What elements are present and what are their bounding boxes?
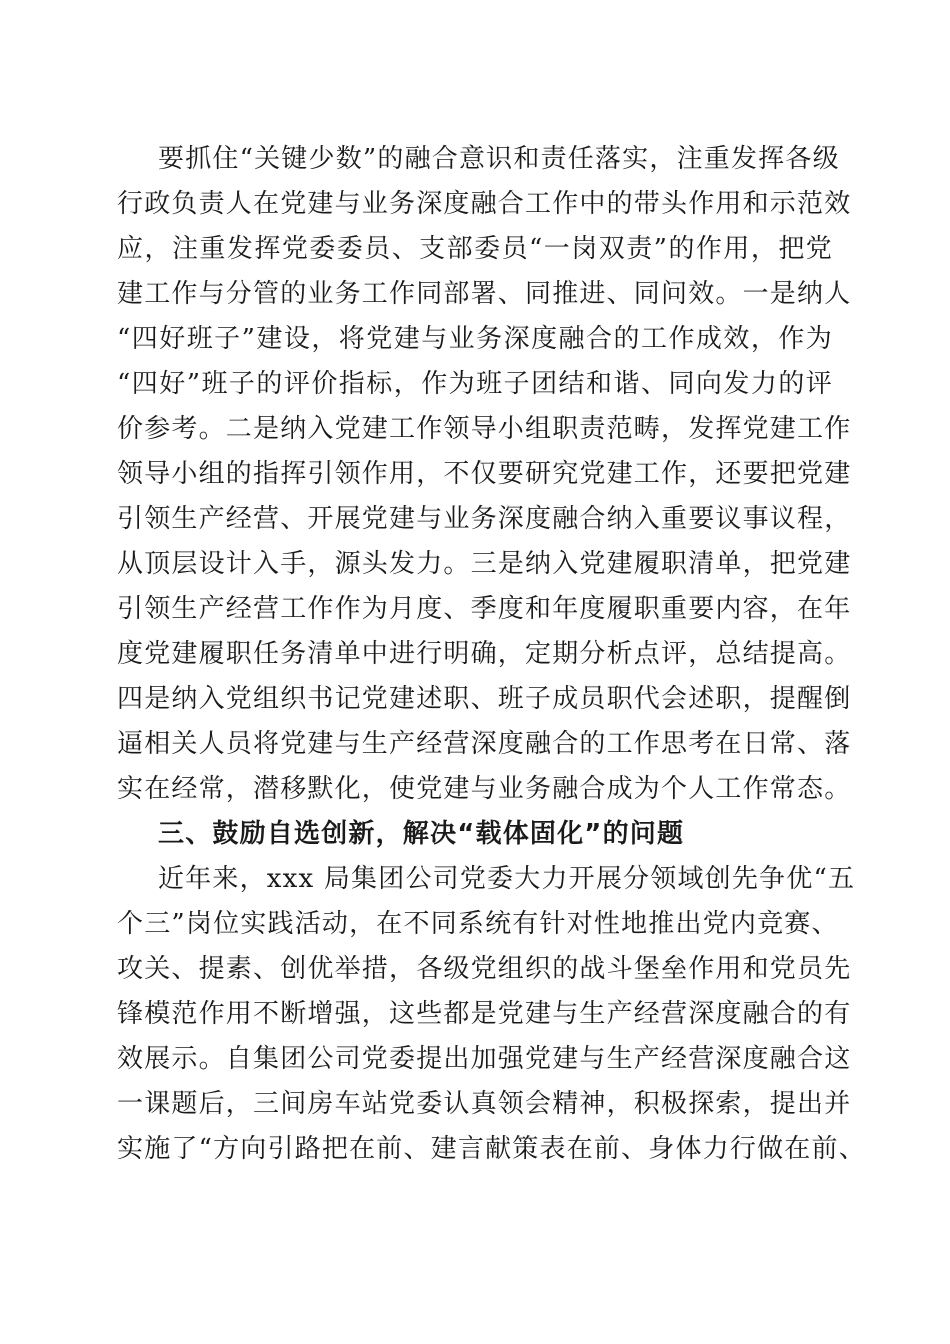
section-heading: 三、鼓励自选创新，解决“载体固化”的问题 [158,819,685,849]
paragraph-line: 引领生产经营、开展党建与业务深度融合纳入重要议事议程， [117,504,852,534]
paragraph-line: 价参考。二是纳入党建工作领导小组职责范畴，发挥党建工作 [117,414,852,444]
paragraph-line: “四好”班子的评价指标，作为班子团结和谐、同向发力的评 [117,369,833,399]
paragraph-line: 应，注重发挥党委委员、支部委员“一岗双责”的作用，把党 [117,234,833,264]
paragraph-line: 领导小组的指挥引领作用，不仅要研究党建工作，还要把党建 [117,459,852,489]
paragraph-line: “四好班子”建设，将党建与业务深度融合的工作成效，作为 [117,324,833,354]
paragraph-line: 行政负责人在党建与业务深度融合工作中的带头作用和示范效 [117,189,852,219]
paragraph-line: 锋模范作用不断增强，这些都是党建与生产经营深度融合的有 [117,999,852,1029]
paragraph-line: 攻关、提素、创优举措，各级党组织的战斗堡垒作用和党员先 [117,954,852,984]
paragraph-line: 要抓住“关键少数”的融合意识和责任落实，注重发挥各级 [158,144,840,174]
paragraph-line: 度党建履职任务清单中进行明确，定期分析点评，总结提高。 [117,639,852,669]
paragraph-line: 个三”岗位实践活动，在不同系统有针对性地推出党内竞赛、 [117,909,839,939]
paragraph-line: 从顶层设计入手，源头发力。三是纳入党建履职清单，把党建 [117,549,852,579]
paragraph-line: 四是纳入党组织书记党建述职、班子成员职代会述职，提醒倒 [117,684,852,714]
paragraph-line: 效展示。自集团公司党委提出加强党建与生产经营深度融合这 [117,1044,852,1074]
paragraph-line: 逼相关人员将党建与生产经营深度融合的工作思考在日常、落 [117,729,852,759]
paragraph-line: 建工作与分管的业务工作同部署、同推进、同问效。一是纳人 [117,279,852,309]
paragraph-line: 一课题后，三间房车站党委认真领会精神，积极探索，提出并 [117,1089,852,1119]
paragraph-line: 近年来，xxx 局集团公司党委大力开展分领域创先争优“五 [158,864,856,894]
paragraph-line: 实施了“方向引路把在前、建言献策表在前、身体力行做在前、 [117,1134,866,1164]
paragraph-line: 引领生产经营工作作为月度、季度和年度履职重要内容，在年 [117,594,852,624]
paragraph-line: 实在经常，潜移默化，使党建与业务融合成为个人工作常态。 [117,774,852,804]
